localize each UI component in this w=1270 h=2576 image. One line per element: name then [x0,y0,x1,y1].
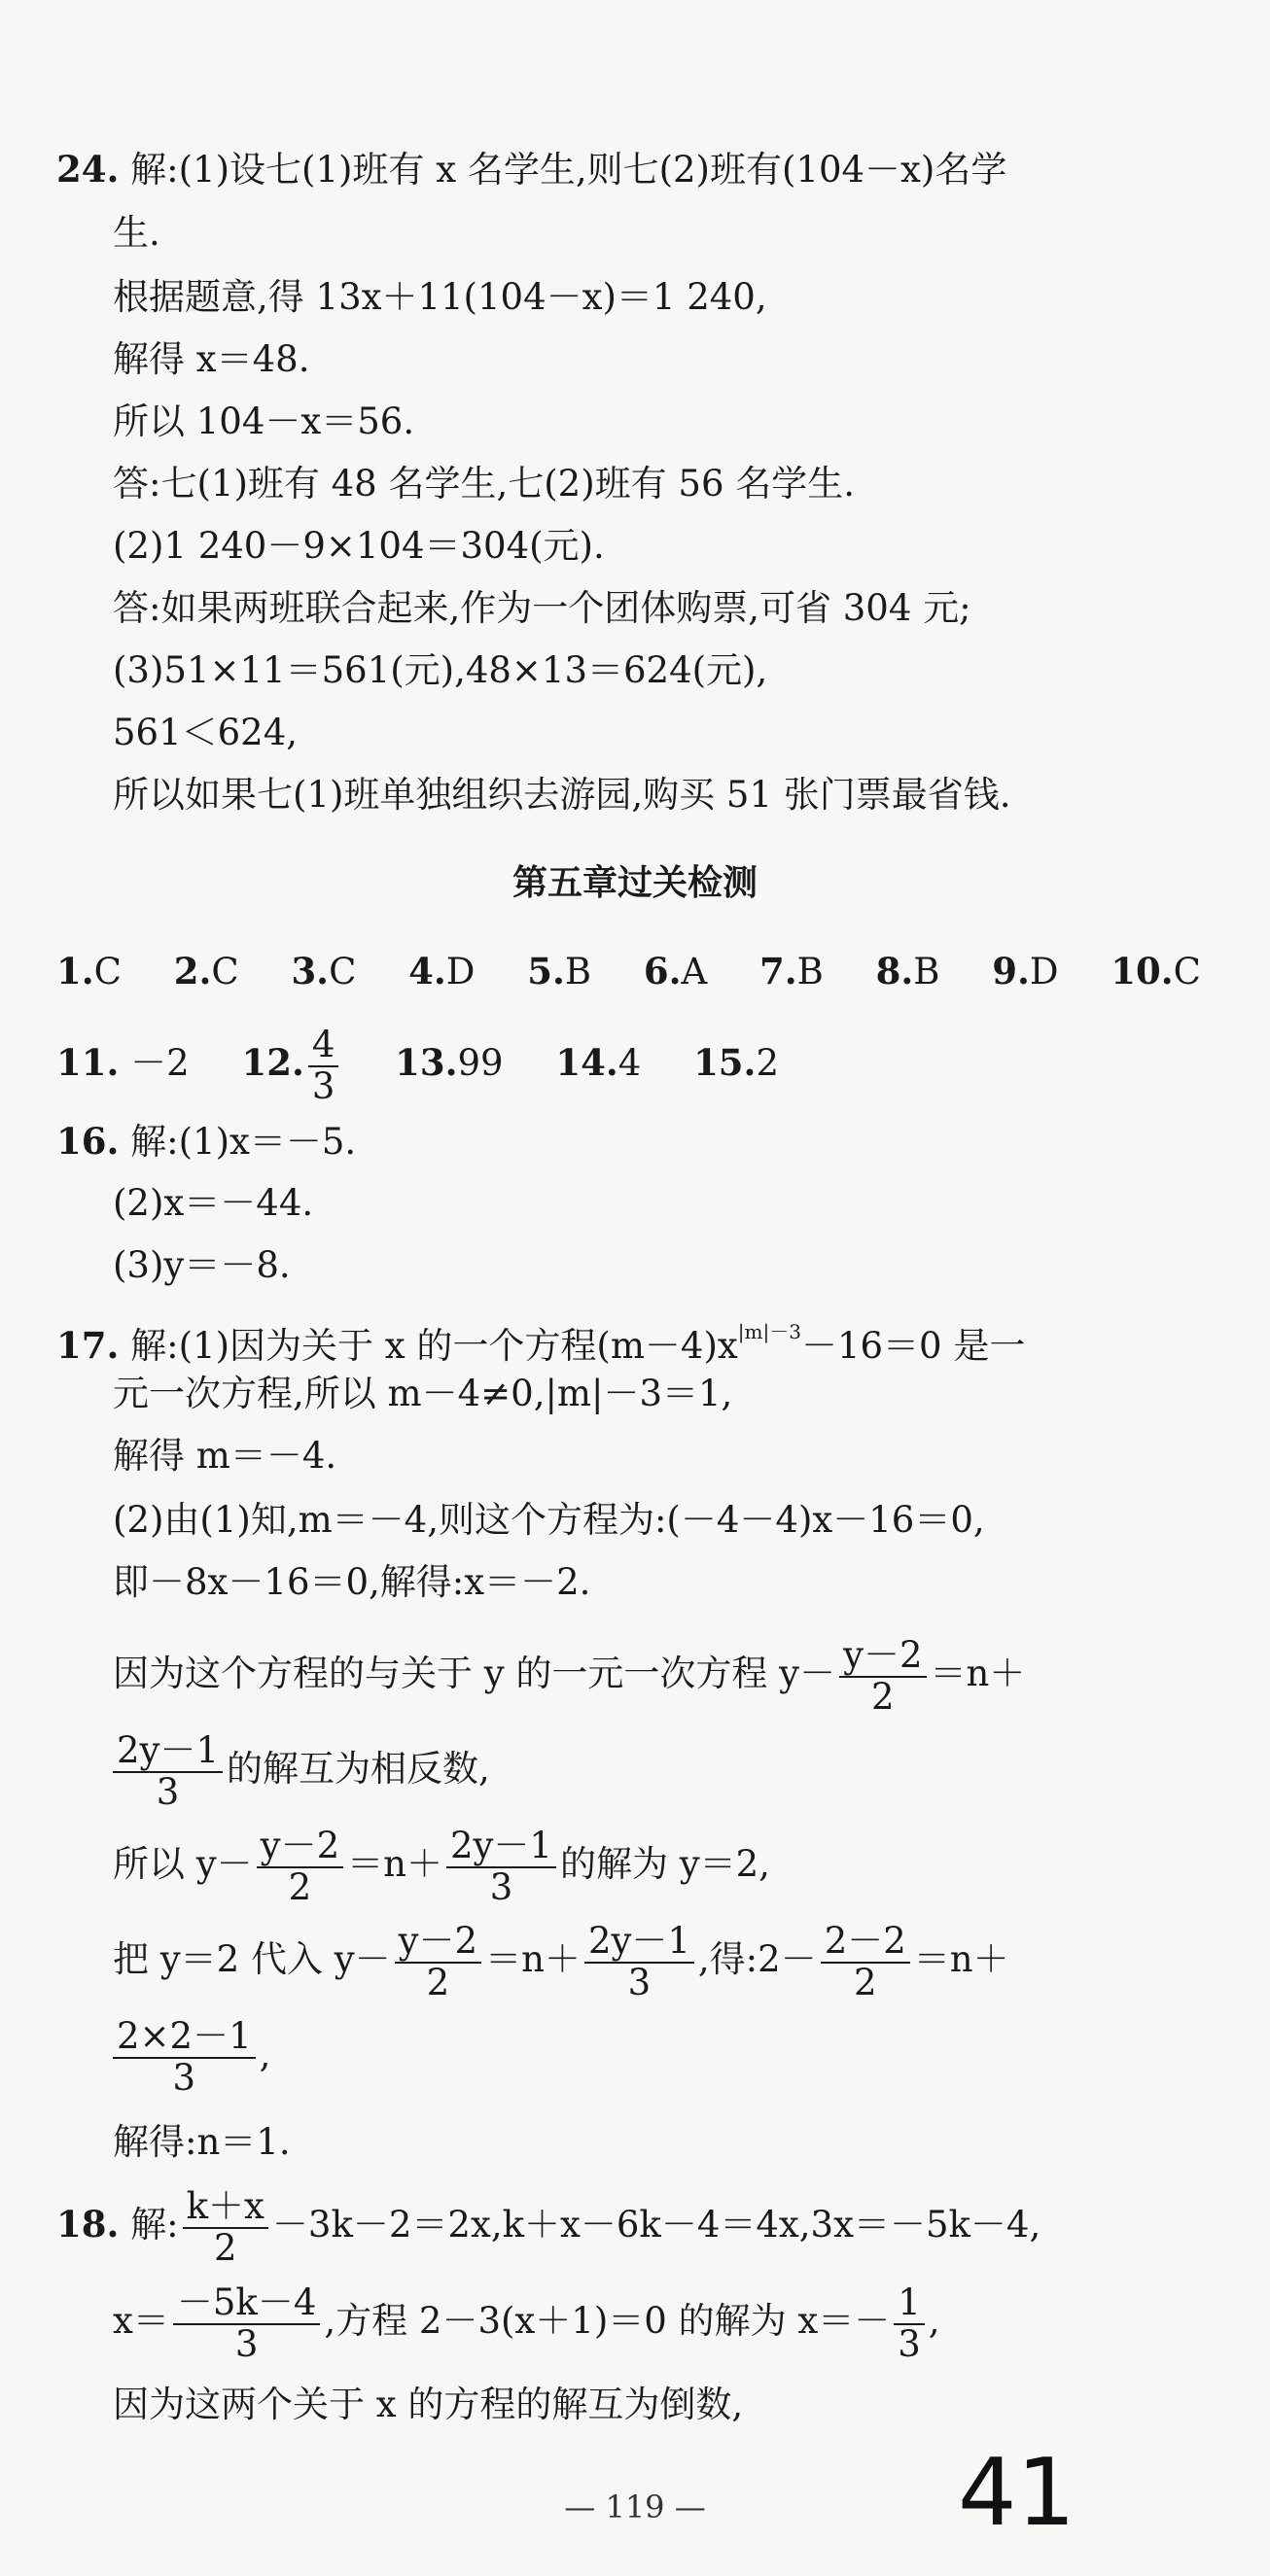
q17-fraction-6: $\frac{2y-1}{3}$ [584,1922,694,2002]
choice-5: 5.B [527,950,592,992]
q17-fraction-2: $\frac{2y-1}{3}$ [113,1731,223,1812]
q18-text-1b: －3k－2＝2x,k＋x－6k－4＝4x,3x＝－5k－4, [271,2204,1041,2245]
q16-text-1: 解:(1)x＝－5. [130,1121,357,1163]
q17-text-1a: 解:(1)因为关于 x 的一个方程(m－4)x [130,1325,738,1367]
q17-fraction-5: $\frac{y-2}{2}$ [395,1922,481,2002]
choice-answers-row [56,948,1212,995]
q18-text-2b: ,方程 2－3(x＋1)＝0 的解为 x＝－ [324,2300,891,2342]
q17-line-10 [113,2014,1212,2098]
q17-line-7 [113,1728,1212,1812]
choice-3: 3.C [291,950,357,992]
q17-text-9a: 把 y＝2 代入 y－ [113,1938,391,1980]
choice-10: 10.C [1111,950,1201,992]
q17-text-9b: ＝n＋ [485,1938,581,1980]
q24-text-1: 解:(1)设七(1)班有 x 名学生,则七(2)班有(104－x)名学 [130,149,1007,191]
page-footer-number: — 119 — [564,2489,706,2525]
q24-line-5: 所以 104－x＝56. [113,400,415,442]
q24-line-8: 答:如果两班联合起来,作为一个团体购票,可省 304 元; [113,587,971,629]
q18-text-2a: x＝ [113,2300,169,2342]
q16-line-1 [56,1118,1212,1166]
fill-12: 12. $\frac{4}{3}$ [241,1026,342,1106]
q18-number: 18. [56,2203,120,2245]
q17-line-8 [113,1824,1212,1907]
q16-line-2: (2)x＝－44. [113,1182,314,1224]
q18-line-2 [113,2280,1212,2364]
q17-fraction-8: $\frac{2\times 2-1}{3}$ [113,2017,256,2098]
q17-fraction-3: $\frac{y-2}{2}$ [257,1827,343,1907]
q17-line-6 [113,1633,1212,1717]
q16-number: 16. [56,1120,120,1163]
q24-line-3: 根据题意,得 13x＋11(104－x)＝1 240, [113,276,767,318]
q17-line-4: (2)由(1)知,m＝－4,则这个方程为:(－4－4)x－16＝0, [113,1499,985,1541]
choice-9: 9.D [992,950,1059,992]
q18-fraction-3: $\frac{1}{3}$ [894,2283,925,2364]
q17-text-8a: 所以 y－ [113,1843,253,1885]
q17-text-1b: －16＝0 是一 [800,1325,1026,1367]
fill-answers-row [56,1026,1212,1106]
q17-text-9d: ＝n＋ [913,1938,1009,1980]
q17-exponent: |m|－3 [737,1320,801,1343]
choice-7: 7.B [758,950,824,992]
q24-line-9: (3)51×11＝561(元),48×13＝624(元), [113,649,768,691]
q24-line-4: 解得 x＝48. [113,338,310,380]
q17-fraction-7: $\frac{2-2}{2}$ [821,1922,910,2002]
q24-number: 24. [56,148,120,191]
q17-text-8b: ＝n＋ [347,1843,442,1885]
q24-line-6: 答:七(1)班有 48 名学生,七(2)班有 56 名学生. [113,463,856,505]
choice-1: 1.C [56,950,122,992]
q24-line-1 [56,146,1212,193]
q17-text-10b: , [259,2034,271,2075]
fill-13: 13.99 [395,1041,504,1085]
q24-line-11: 所以如果七(1)班单独组织去游园,购买 51 张门票最省钱. [113,774,1011,816]
q18-line-1 [56,2183,1212,2268]
q17-fraction-1: $\frac{y-2}{2}$ [839,1636,926,1717]
q18-text-1a: 解: [130,2204,179,2245]
choice-8: 8.B [875,950,940,992]
fill-11: 11. －2 [56,1041,190,1085]
q17-text-7b: 的解互为相反数, [226,1748,490,1790]
q17-line-9 [113,1919,1212,2002]
fill-14: 14.4 [555,1041,642,1085]
chapter-heading: 第五章过关检测 [512,863,758,903]
q17-text-8c: 的解为 y＝2, [559,1843,770,1885]
q16-line-3: (3)y＝－8. [113,1244,291,1286]
q24-line-10: 561＜624, [113,712,299,753]
q18-line-3: 因为这两个关于 x 的方程的解互为倒数, [113,2384,744,2425]
q17-text-6a: 因为这个方程的与关于 y 的一元一次方程 y－ [113,1653,836,1694]
big-page-number: 41 [958,2440,1076,2547]
q17-line-3: 解得 m＝－4. [113,1435,337,1477]
q17-fraction-4: $\frac{2y-1}{3}$ [446,1827,556,1907]
choice-6: 6.A [643,950,708,992]
choice-2: 2.C [173,950,239,992]
fill-12-fraction: $\frac{4}{3}$ [308,1026,339,1106]
choice-4: 4.D [408,950,476,992]
q24-line-2: 生. [113,212,160,254]
q17-line-5: 即－8x－16＝0,解得:x＝－2. [113,1561,591,1603]
q18-fraction-2: $\frac{-5k-4}{3}$ [173,2283,321,2364]
q18-text-2c: , [928,2300,940,2342]
q17-text-6b: ＝n＋ [930,1653,1026,1694]
q17-number: 17. [56,1324,120,1367]
q17-line-1 [56,1308,1212,1370]
q17-text-9c: ,得:2－ [697,1938,817,1980]
q18-fraction-1: $\frac{k+x}{2}$ [183,2187,268,2268]
q24-line-7: (2)1 240－9×104＝304(元). [113,525,605,567]
q17-line-11: 解得:n＝1. [113,2121,291,2163]
q17-line-2: 元一次方程,所以 m－4≠0,|m|－3＝1, [113,1373,733,1414]
fill-15: 15.2 [693,1041,779,1085]
